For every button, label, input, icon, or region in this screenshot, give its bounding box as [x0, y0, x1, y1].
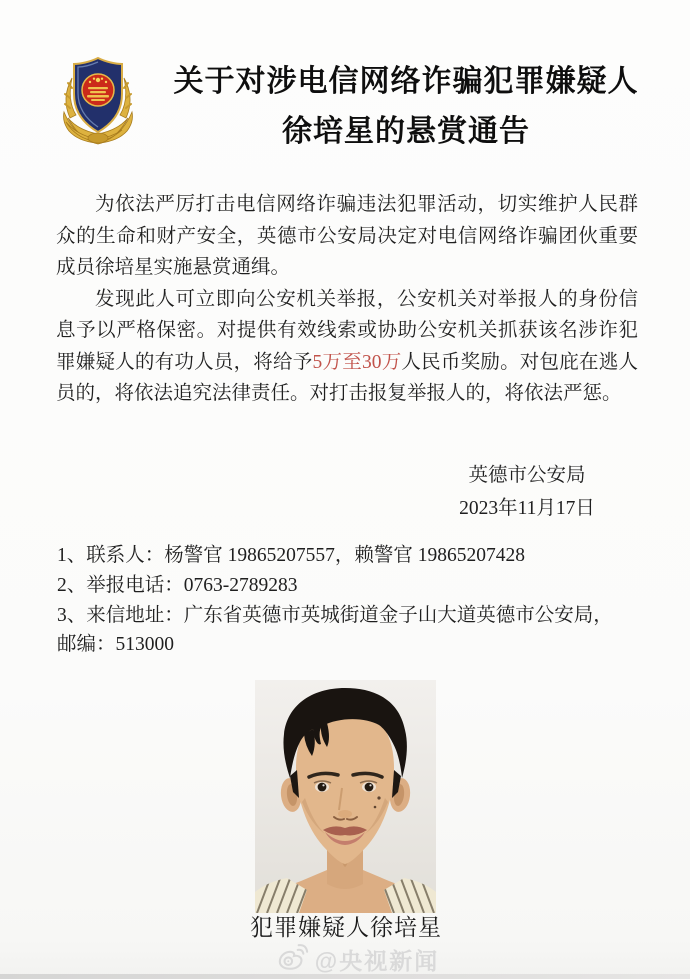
contact-list: [57, 541, 643, 660]
contact-line-postcode: 邮编：513000: [57, 634, 175, 656]
signature-block: [402, 460, 652, 525]
suspect-photo: [255, 680, 436, 913]
watermark-inner: [277, 942, 439, 976]
paragraph-reward: [56, 284, 638, 410]
watermark-source-text: @央视新闻: [314, 947, 440, 974]
image-bottom-edge: [0, 974, 690, 979]
contact-line-hotline: 2、举报电话：0763-2789283: [57, 574, 298, 596]
reward-amount: 5万至30万: [312, 351, 402, 373]
contact-line-persons: 1、联系人：杨警官 19865207557，赖警官 19865207428: [57, 545, 526, 566]
notice-title-line-1: 关于对涉电信网络诈骗犯罪嫌疑人: [173, 65, 639, 98]
reward-text-after: 人民币奖励。对包庇在逃人员的，将依法追究法律责任。对打击报复举报人的，将依法严惩。: [56, 351, 638, 404]
issuer-name: 英德市公安局: [468, 465, 586, 486]
weibo-icon: [277, 942, 309, 976]
contact-line-address: 3、来信地址：广东省英德市英城街道金子山大道英德市公安局，: [57, 604, 613, 626]
notice-title-line-2: 徐培星的悬赏通告: [282, 115, 530, 148]
issue-date: 2023年11月17日: [459, 497, 595, 519]
reward-text-before: 发现此人可立即向公安机关举报，公安机关对举报人的身份信息予以严格保密。对提供有效线索或协助公安机关抓获该名涉诈犯罪嫌疑人的有功人员，将给予: [56, 288, 638, 373]
paragraph-crackdown: 为依法严厉打击电信网络诈骗违法犯罪活动，切实维护人民群众的生命和财产安全，英德市公安局决定对电信网络诈骗团伙重要成员徐培星实施悬赏通缉。: [56, 194, 638, 278]
police-badge-icon: [60, 56, 136, 147]
notice-body: [56, 189, 638, 410]
watermark: [0, 942, 690, 976]
notice-title: [138, 57, 674, 157]
photo-caption: 犯罪嫌疑人徐培星: [250, 915, 442, 940]
